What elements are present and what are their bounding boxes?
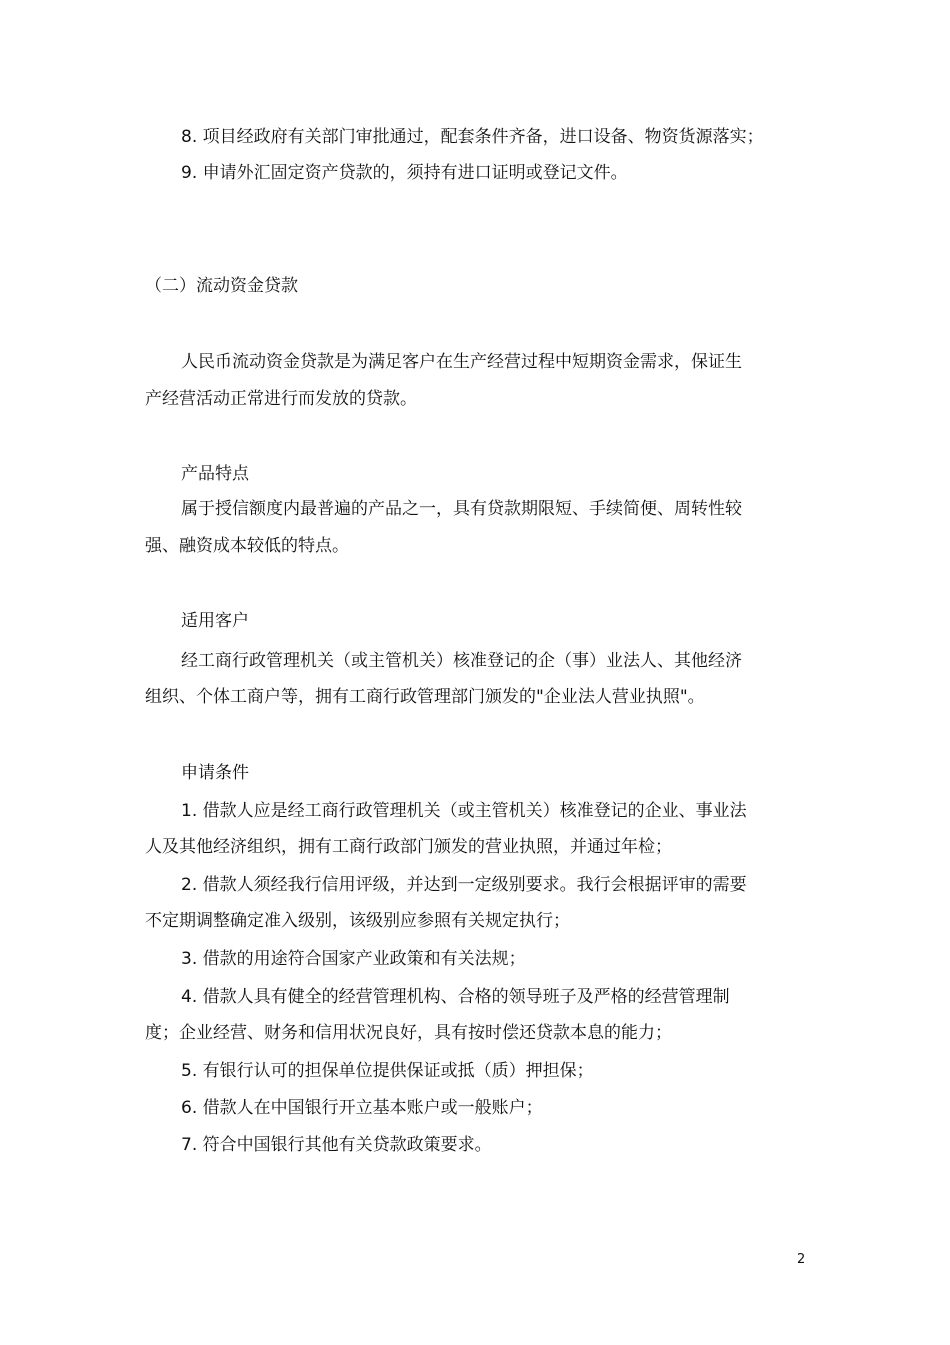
condition-1-line-2: 人及其他经济组织，拥有工商行政部门颁发的营业执照，并通过年检； <box>145 837 672 857</box>
intro-paragraph-line-2: 产经营活动正常进行而发放的贷款。 <box>145 389 417 409</box>
condition-4-line-2: 度；企业经营、财务和信用状况良好，具有按时偿还贷款本息的能力； <box>145 1023 672 1043</box>
subheading-applicable-clients: 适用客户 <box>181 611 249 631</box>
section-heading: （二）流动资金贷款 <box>145 276 298 296</box>
condition-2-line-1: 2. 借款人须经我行信用评级，并达到一定级别要求。我行会根据评审的需要 <box>181 875 747 895</box>
clients-paragraph-line-2: 组织、个体工商户等，拥有工商行政管理部门颁发的"企业法人营业执照"。 <box>145 687 705 707</box>
condition-4-line-1: 4. 借款人具有健全的经营管理机构、合格的领导班子及严格的经营管理制 <box>181 987 730 1007</box>
subheading-application-conditions: 申请条件 <box>181 763 249 783</box>
clients-paragraph-line-1: 经工商行政管理机关（或主管机关）核准登记的企（事）业法人、其他经济 <box>181 651 742 671</box>
condition-5: 5. 有银行认可的担保单位提供保证或抵（质）押担保； <box>181 1061 594 1081</box>
features-paragraph-line-2: 强、融资成本较低的特点。 <box>145 536 349 556</box>
condition-6: 6. 借款人在中国银行开立基本账户或一般账户； <box>181 1098 543 1118</box>
item-9-text: 9. 申请外汇固定资产贷款的，须持有进口证明或登记文件。 <box>181 163 628 183</box>
condition-3: 3. 借款的用途符合国家产业政策和有关法规； <box>181 949 526 969</box>
page-number: 2 <box>797 1252 806 1267</box>
condition-2-line-2: 不定期调整确定准入级别，该级别应参照有关规定执行； <box>145 911 570 931</box>
item-8-text: 8. 项目经政府有关部门审批通过，配套条件齐备，进口设备、物资货源落实； <box>181 127 764 147</box>
condition-7: 7. 符合中国银行其他有关贷款政策要求。 <box>181 1135 492 1155</box>
intro-paragraph-line-1: 人民币流动资金贷款是为满足客户在生产经营过程中短期资金需求，保证生 <box>181 352 742 372</box>
condition-1-line-1: 1. 借款人应是经工商行政管理机关（或主管机关）核准登记的企业、事业法 <box>181 801 747 821</box>
subheading-product-features: 产品特点 <box>181 464 249 484</box>
features-paragraph-line-1: 属于授信额度内最普遍的产品之一，具有贷款期限短、手续简便、周转性较 <box>181 499 742 519</box>
